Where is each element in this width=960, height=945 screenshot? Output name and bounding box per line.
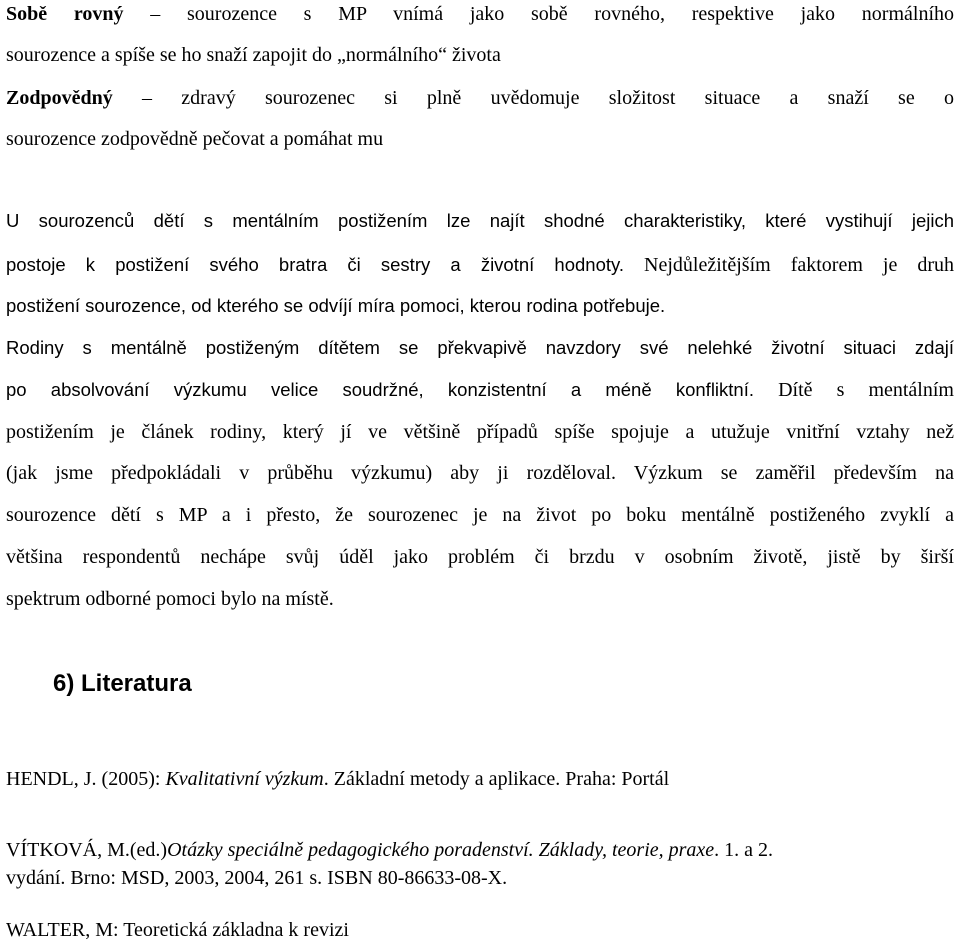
intro-line-3 bbox=[6, 86, 954, 110]
intro-line-3-text: – zdravý sourozenec si plně uvědomuje složitost situace a snaží se o bbox=[112, 87, 954, 109]
paragraph-2-line-1: Rodiny s mentálně postiženým dítětem se překvapivě navzdory své nelehké životní situaci zdají bbox=[6, 337, 954, 358]
paragraph-2-line-3: postižením je článek rodiny, který jí ve většině případů spíše spojuje a utužuje vnitřní vztahy než bbox=[6, 421, 954, 443]
paragraph-2-line-4: (jak jsme předpokládali v průběhu výzkumu) aby ji rozděloval. Výzkum se zaměřil především na bbox=[6, 462, 954, 484]
paragraph-1-line-2 bbox=[6, 253, 954, 277]
paragraph-1-line-1: U sourozenců dětí s mentálním postižením lze najít shodné charakteristiky, které vystihují jejich bbox=[6, 210, 954, 231]
reference-hendl bbox=[6, 767, 669, 791]
section-heading: 6) Literatura bbox=[53, 670, 192, 697]
reference-hendl-title: Kvalitativní výzkum bbox=[165, 768, 324, 790]
reference-hendl-author: HENDL, J. (2005): bbox=[6, 768, 166, 790]
intro-line-4: sourozence zodpovědně pečovat a pomáhat mu bbox=[6, 128, 384, 150]
paragraph-2-line-2a: po absolvování výzkumu velice soudržné, konzistentní a méně konfliktní. bbox=[6, 379, 754, 400]
paragraph-1-line-3: postižení sourozence, od kterého se odvíjí míra pomoci, kterou rodina potřebuje. bbox=[6, 295, 666, 316]
paragraph-2-line-5: sourozence dětí s MP a i přesto, že sourozenec je na život po boku mentálně postiženého zvyklí a bbox=[6, 504, 954, 526]
reference-walter: WALTER, M: Teoretická základna k revizi bbox=[6, 919, 349, 941]
reference-vitkova-rest: . 1. a 2. bbox=[714, 839, 774, 861]
paragraph-1-line-2b: Nejdůležitějším faktorem je druh bbox=[624, 254, 954, 276]
reference-vitkova-line-2: vydání. Brno: MSD, 2003, 2004, 261 s. ISBN 80-86633-08-X. bbox=[6, 867, 508, 889]
term-responsible: Zodpovědný bbox=[6, 87, 113, 109]
paragraph-1-line-2a: postoje k postižení svého bratra či sestry a životní hodnoty. bbox=[6, 254, 625, 275]
paragraph-2-line-6: většina respondentů nechápe svůj úděl jako problém či brzdu v osobním životě, jistě by širší bbox=[6, 546, 954, 568]
term-equal: Sobě rovný bbox=[6, 3, 124, 25]
reference-vitkova-author: VÍTKOVÁ, M.(ed.) bbox=[6, 839, 168, 861]
reference-hendl-rest: . Základní metody a aplikace. Praha: Portál bbox=[323, 768, 670, 790]
intro-line-2: sourozence a spíše se ho snaží zapojit do „normálního“ života bbox=[6, 44, 501, 66]
intro-line-1-text: – sourozence s MP vnímá jako sobě rovného, respektive jako normálního bbox=[123, 3, 954, 25]
reference-vitkova bbox=[6, 838, 773, 862]
reference-vitkova-title: Otázky speciálně pedagogického poradenství. Základy, teorie, praxe bbox=[167, 839, 715, 861]
paragraph-2-line-2 bbox=[6, 378, 954, 402]
intro-line-1 bbox=[6, 2, 954, 26]
paragraph-2-line-7: spektrum odborné pomoci bylo na místě. bbox=[6, 588, 334, 610]
paragraph-2-line-2b: Dítě s mentálním bbox=[754, 379, 954, 401]
